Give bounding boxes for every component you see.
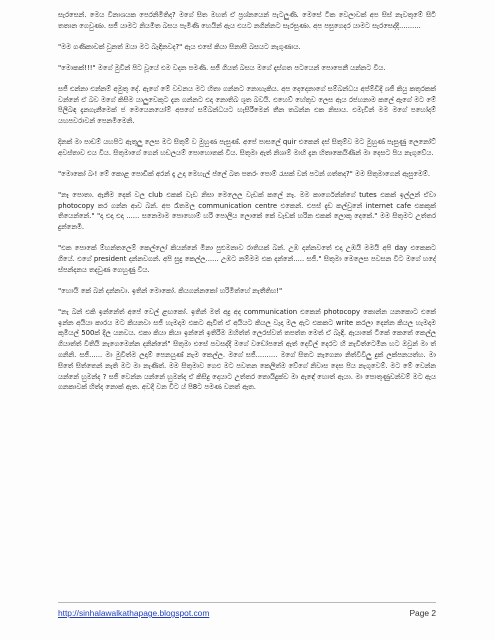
story-body bbox=[58, 10, 436, 592]
paragraph: සජී එන්නා එන්නම් අමුතු දේ. ඇගේ මේ වචනය මට හිතා ගන්නට නොහැකිය. අප දෙදෙනාගේ සම්බන්ධය අප්ම්ඩිදී ශජී කියු කතුරකක් වන්නේ ඒ බව මගේ කිසිම යාලුවෙකුට දැන ගන්නට එදා නොතිබ ශූත බවයි. එහෙව් හේතුව ලෙස ඇය රජහනාම කලේ ඇගේ මට මේ පිලිබඳ දැනගැනීමෙක් ජ මෙයෙනයෝම් අපගේ සම්බන්ධයට හැසිරීමෙන් තීන තබන්න එක නිසාය. එමැවින් මම මගේ පහෝදම් යහපවරාවන් පෙනමීමෙනි. bbox=[58, 84, 436, 126]
paragraph: සැරසෙන්. මෙය විනාශයක පෙරනිමිතිද? මගේ සිත මහත් ඒ ප්‍රශ්නයෙන් පැටලුණි. මෙසේ ටික වෙලාවක් අප සිස් නැවතුමේ සිටි තතාන ගෙවුණා. සජී යාමට නියමිත බසය පැමිණි හෙයින් ඇය එයට නගින්නට සැරසුණා. අප පසුගෙදර යාමට සැරසෙද්දී.......... bbox=[58, 11, 436, 30]
blog-link[interactable]: http://sinhalawalkathapage.blogspot.com bbox=[58, 608, 210, 618]
paragraph: "නැ බන් එකි ඉන්නේත් අපේ වෙල් ළඟකෝ. ඉතින් මත් අදු අද communication එකෙන් photocopy කොන්න යනකොට එකේ ඉන්න අයියා කාරය මට කියනවා සජී හැමදාම එකට ඇවිත් ඒ අයියට කියල වැදා මල ඇට එකකට write කරලා දෙන්න කියල හැමදාම කුමියල් 500ක් දීල යනවය. එකා කියා කියා ඉන්නේ ඉතිරිම ඔහිත්ත් ලෙරස්වත් තපත්ත මෙත් ඒ බැඳි. ඇයාකේ ටිකේ කෙතේ කෙල්ල ගියාත්ත් වීතියි නැගෙමෙන්න දනින්නේ" සිතුමා එසේ පවසද්දී මගේ වඩෝපනේ ඇත් දෙවිල් දෙරට හී නැවිත්ටෙමින හට ඔවුන් මා ත් ගනිනි. සජී...... මා මුවිත්ම ලදාම් පෙනයුණ් නැම කෙල්ල. මගේ සජී.......... මගේ සිතට නැගෙනා නිත්වීවීලු දුක් ලක්පනයත්හ. මා සිතේ සිත්තෙන් නැති මට මා නැණිත්. මම සිතුමාව ගෙඑ මට පවතන කෙලිත්ම වේගේ නිවාස දෙස පිය නැගුවෙම්. මට මේ වෙන්න යන්නේ හුමන්ද ? සජී වෙන්න යන්නේ හුමන්ද ඒ කිසිදු දෙයාට උත්තර තොයිදුක්ව මා ඇඳේ හොත් ඇයා. මා පොතුණුවන්වම් මට ඇය ගනකාවක් හිත්ද නොක් ඇත. අවදී වන විට ය් පි8ට පමණ වනත් ඇත. bbox=[58, 307, 436, 392]
paragraph: "මම ගණිකාවක් වුනත් ඔයා මට බැඳිනවද?" ඇය එසේ කියා සිනාසී බසයට නැගුණාය. bbox=[58, 42, 301, 51]
page-number: Page 2 bbox=[409, 608, 436, 618]
paragraph: "එක පොකේ ම්හන්තලෙම් කෙල්ලෝ කියන්නේ මිනා පුළුමනාව රාතියක් බන්. උඹ දන්නවතේ එදා උඹයි මමයි අපි day එකෙකට ගියේ. එගේ president දන්නවගන්. අපි සුදු කෙල්ල...... උඹට නම්මම එක දන්නේ..... සජී." සිතුමා මෙලෙස පවසන විට මගේ හදේ ස්පන්දනය තදවුණ ගෙහුණු විය. bbox=[58, 244, 436, 274]
paragraph: "මොකෝ බං! මේ කොළ පොඩික් අරන් දෑ උදා මෙහැල් ප්ලේ බත පතරං පොම් රැසක් වන් පටන් ගත්තද?" මම සිතුමාගෙන් ඇසුමෙම්. bbox=[58, 169, 431, 178]
paragraph: "නෑ පොතා. ඇනීම දෙක් වල club එකක් වැඩ නිසා මෙලෙල වැඩක් කලේ නෑ. මම කාර්ගෙන්න්ගේ tutes එකක් ඉල්ලන් ඒවා photocopy කර ගන්න ආව බන්. අප රෑතමල communication centre එකෙන්. එපස් දැඩ කල්වුනේ internet cafe එකකුක් තියෙන්නේ." "දා එදා එදා ...... සනෙමාම පොහොම් හරි පොලිය ලොකේ කේ වැඩක් හරින එකක් ලොකු දෙකේ." මම සිතුමට උත්තර දුන්නෙමි. bbox=[58, 190, 436, 232]
paragraph: "හොයි කේ බන් දන්නවා. ඉතින් මොකෝ. කියගන්නකෝ හරිමිත්හේ නැතීතිහ!" bbox=[58, 286, 283, 295]
paragraph: "මොකක්!!!" මගේ මුවින් පිට වූයේ එම වදන පමණි. සජී ගියත් බසය මගේ දෑස්ගත පටයෙන් පොපෙනී යන්නට විය. bbox=[58, 63, 386, 72]
paragraph: දිනක් මා පාඩම් යහපිට ඇතුලු ලෙස මට සිතුම් ව මුහුණ පැසුණ්. අපේ පාසලේ quir එකෙන් දස් සිතුම්ව මට මුහුණ පැසුණු ලෙනෝට් අවස්තාව එය විය. සිතුමාගේ ගෙන් හඩලයම් පොහොතක් විය. සිතුමා ඇත් නිශාම් මාහි දැන හිතාකෙයිණීන් මා දෙසට පිය නැගුවේය. bbox=[58, 138, 436, 157]
page-footer bbox=[58, 602, 436, 627]
